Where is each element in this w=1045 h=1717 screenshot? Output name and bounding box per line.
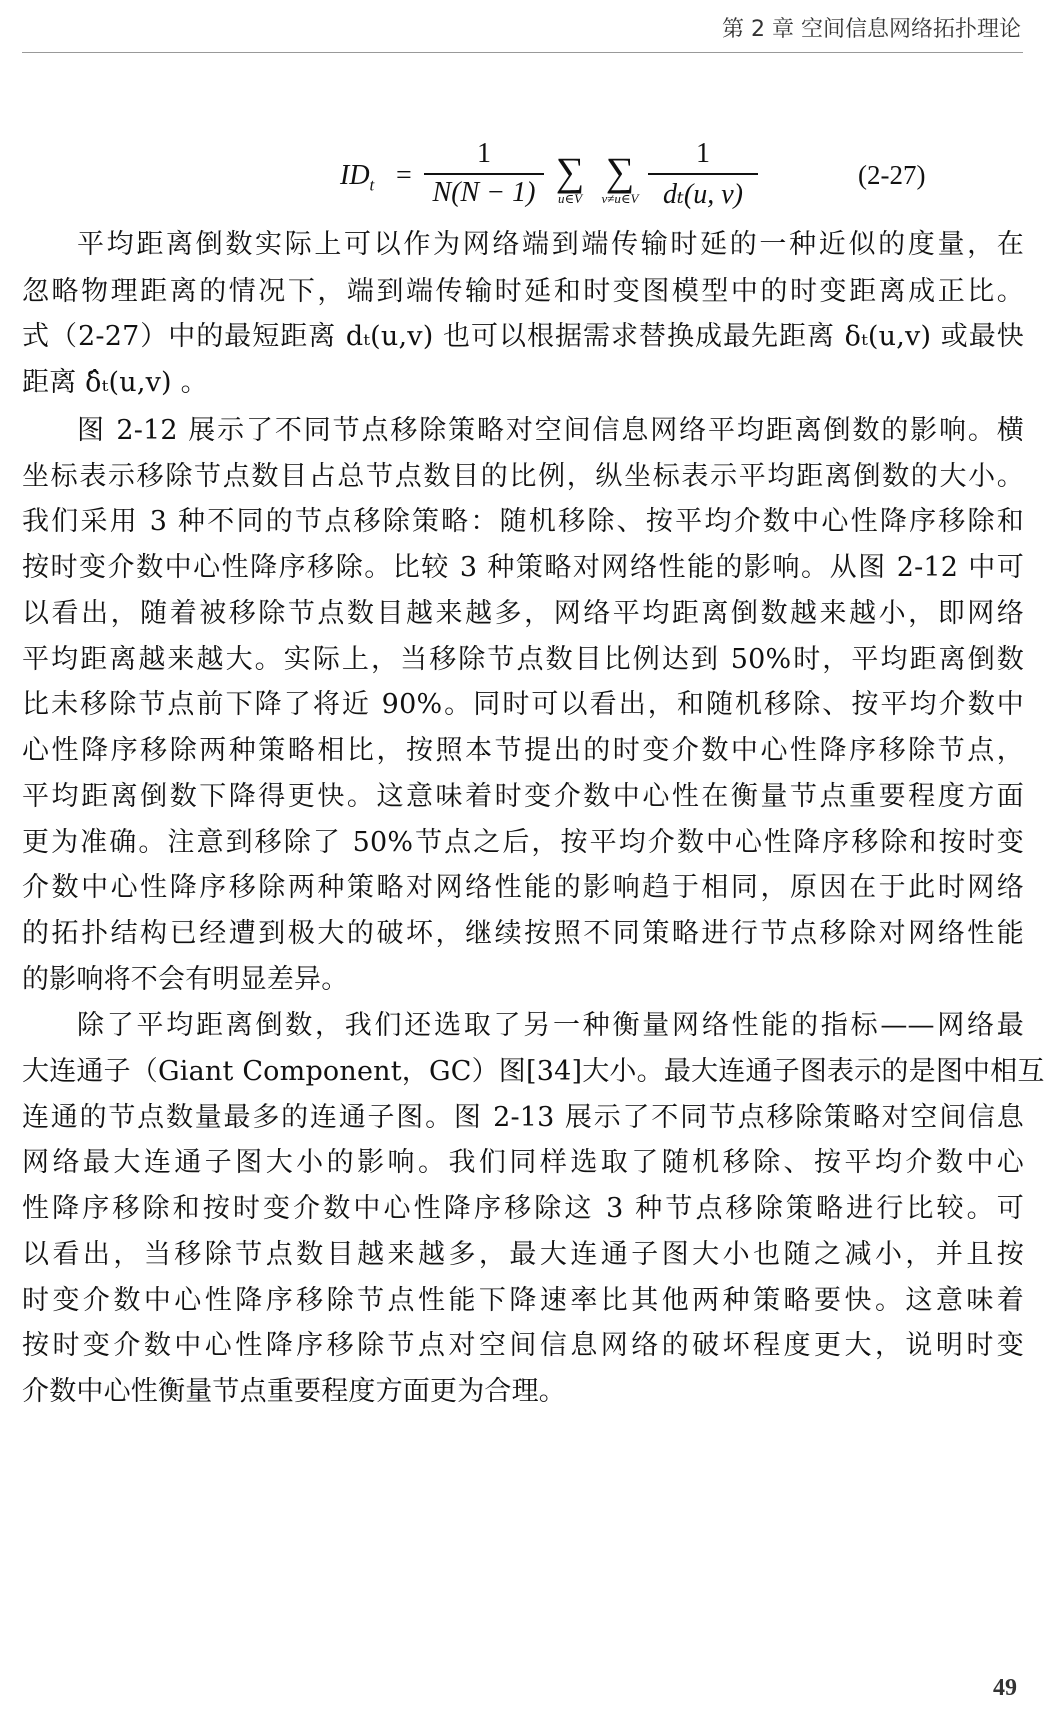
paragraph-line: 介数中心性衡量节点重要程度方面更为合理。 bbox=[22, 1376, 566, 1407]
paragraph-line: 时变介数中心性降序移除节点性能下降速率比其他两种策略要快。这意味着 bbox=[22, 1285, 1024, 1316]
page-number: 49 bbox=[993, 1675, 1017, 1701]
paragraph-line: 的拓扑结构已经遭到极大的破坏，继续按照不同策略进行节点移除对网络性能 bbox=[22, 918, 1024, 949]
paragraph-line: 更为准确。注意到移除了 50%节点之后，按平均介数中心性降序移除和按时变 bbox=[22, 827, 1024, 858]
paragraph-line: 图 2-12 展示了不同节点移除策略对空间信息网络平均距离倒数的影响。横 bbox=[77, 415, 1024, 446]
paragraph-line: 按时变介数中心性降序移除节点对空间信息网络的破坏程度更大，说明时变 bbox=[22, 1330, 1024, 1361]
chapter-title: 第 2 章 空间信息网络拓扑理论 bbox=[722, 17, 1021, 42]
sum-symbol-1: ∑ u∈V bbox=[555, 149, 585, 206]
paragraph-line: 按时变介数中心性降序移除。比较 3 种策略对网络性能的影响。从图 2-12 中可 bbox=[22, 552, 1024, 583]
formula-fraction-1: 1 N(N − 1) bbox=[424, 138, 544, 209]
page-header bbox=[0, 0, 1045, 70]
paragraph-line: 平均距离越来越大。实际上，当移除节点数目比例达到 50%时，平均距离倒数 bbox=[22, 644, 1024, 675]
formula-fraction-2: 1 dₜ(u, v) bbox=[648, 138, 758, 211]
paragraph-line: 式（2-27）中的最短距离 dₜ(u,v) 也可以根据需求替换成最先距离 δₜ(u,v) 或最快 bbox=[22, 321, 1024, 352]
paragraph-line: 大连通子（Giant Component，GC）图[34]大小。最大连通子图表示的是图中相互 bbox=[22, 1056, 1045, 1087]
formula-lhs: $ID_t$ bbox=[340, 160, 375, 195]
equation-2-27 bbox=[340, 138, 760, 228]
paragraph-line: 平均距离倒数实际上可以作为网络端到端传输时延的一种近似的度量，在 bbox=[77, 229, 1024, 260]
paragraph-line: 以看出，当移除节点数目越来越多，最大连通子图大小也随之减小，并且按 bbox=[22, 1239, 1024, 1270]
paragraph-line: 我们采用 3 种不同的节点移除策略：随机移除、按平均介数中心性降序移除和 bbox=[22, 506, 1024, 537]
paragraph-line: 平均距离倒数下降得更快。这意味着时变介数中心性在衡量节点重要程度方面 bbox=[22, 781, 1024, 812]
paragraph-line: 网络最大连通子图大小的影响。我们同样选取了随机移除、按平均介数中心 bbox=[22, 1147, 1024, 1178]
paragraph-line: 连通的节点数量最多的连通子图。图 2-13 展示了不同节点移除策略对空间信息 bbox=[22, 1102, 1024, 1133]
paragraph-line: 的影响将不会有明显差异。 bbox=[22, 964, 349, 995]
formula-equals: = bbox=[396, 160, 412, 191]
paragraph-line: 坐标表示移除节点数目占总节点数目的比例，纵坐标表示平均距离倒数的大小。 bbox=[22, 461, 1024, 492]
paragraph-line: 除了平均距离倒数，我们还选取了另一种衡量网络性能的指标——网络最 bbox=[77, 1010, 1024, 1041]
header-rule bbox=[22, 52, 1023, 53]
paragraph-line: 介数中心性降序移除两种策略对网络性能的影响趋于相同，原因在于此时网络 bbox=[22, 872, 1024, 903]
equation-number: (2-27) bbox=[858, 160, 926, 190]
sum-symbol-2: ∑ v≠u∈V bbox=[601, 149, 639, 206]
paragraph-line: 忽略物理距离的情况下，端到端传输时延和时变图模型中的时变距离成正比。 bbox=[22, 276, 1024, 307]
paragraph-line: 性降序移除和按时变介数中心性降序移除这 3 种节点移除策略进行比较。可 bbox=[22, 1193, 1024, 1224]
paragraph-line: 心性降序移除两种策略相比，按照本节提出的时变介数中心性降序移除节点， bbox=[22, 735, 1024, 766]
paragraph-line: 距离 δ̂ₜ(u,v) 。 bbox=[22, 367, 208, 398]
paragraph-line: 比未移除节点前下降了将近 90%。同时可以看出，和随机移除、按平均介数中 bbox=[22, 689, 1024, 720]
paragraph-line: 以看出，随着被移除节点数目越来越多，网络平均距离倒数越来越小，即网络 bbox=[22, 598, 1024, 629]
